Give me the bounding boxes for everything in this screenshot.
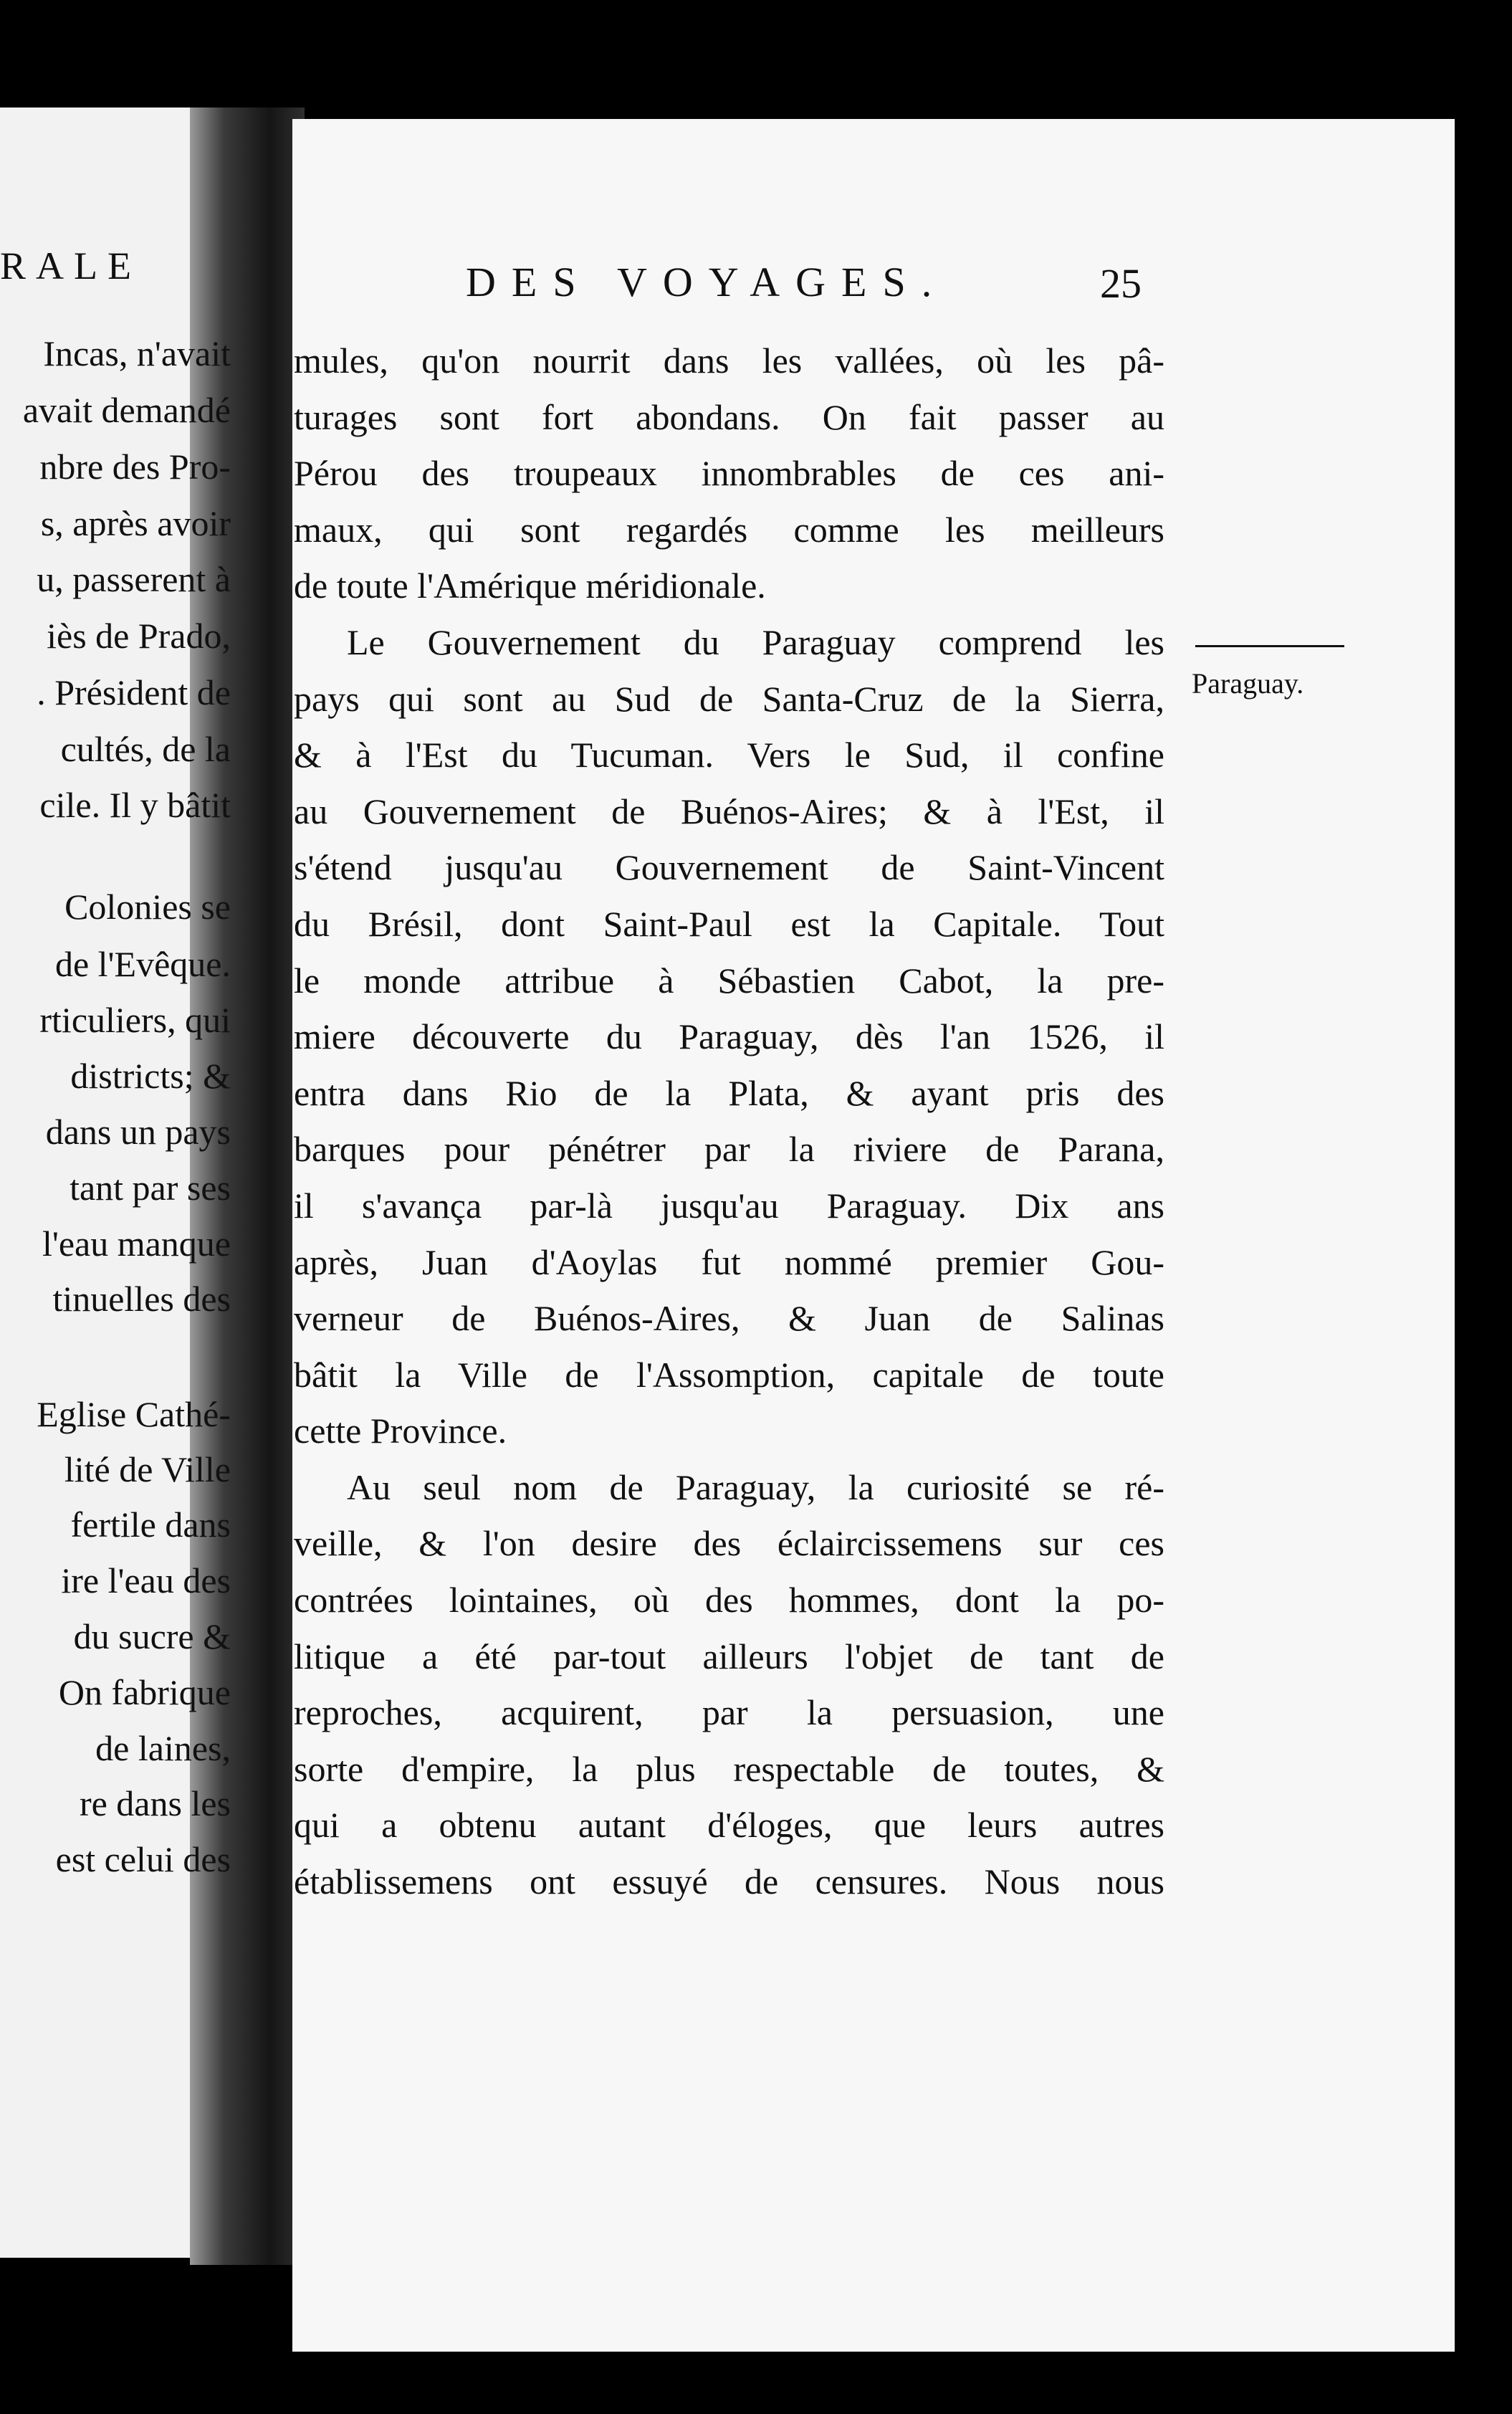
text-line: verneur de Buénos-Aires, & Juan de Salinas: [294, 1298, 1164, 1339]
left-page-line: du sucre &: [73, 1616, 231, 1656]
left-page-line: rticuliers, qui: [39, 1000, 231, 1040]
text-line: contrées lointaines, où des hommes, dont la po-: [294, 1580, 1164, 1621]
left-page-line: districts; &: [70, 1056, 231, 1096]
text-line: Au seul nom de Paraguay, la curiosité se ré-: [347, 1466, 1164, 1507]
left-page-line: Incas, n'avait: [43, 333, 231, 373]
left-page-line: Eglise Cathé-: [37, 1394, 231, 1434]
left-page-line: dans un pays: [45, 1112, 231, 1152]
left-page-line: nbre des Pro-: [39, 447, 231, 487]
text-line: qui a obtenu autant d'éloges, que leurs autres: [294, 1805, 1164, 1846]
page-number: 25: [1100, 260, 1142, 307]
left-page-line: On fabrique: [58, 1672, 231, 1712]
text-line: de toute l'Amérique méridionale.: [294, 566, 766, 606]
text-line: sorte d'empire, la plus respectable de toutes, &: [294, 1748, 1164, 1789]
left-page-header: RALE: [0, 244, 141, 287]
text-line: s'étend jusqu'au Gouvernement de Saint-Vincent: [294, 847, 1164, 888]
left-page-line: . Président de: [37, 672, 231, 712]
left-page-line: tinuelles des: [52, 1279, 231, 1319]
left-page-line: l'eau manque: [42, 1223, 231, 1264]
text-line: établissemens ont essuyé de censures. Nous nous: [294, 1861, 1164, 1902]
text-line: pays qui sont au Sud de Santa-Cruz de la Sierra,: [294, 678, 1164, 719]
text-line: & à l'Est du Tucuman. Vers le Sud, il confine: [294, 735, 1164, 776]
left-page-line: cultés, de la: [60, 729, 231, 769]
left-page-line: de laines,: [95, 1728, 231, 1768]
left-page-line: u, passerent à: [37, 559, 231, 599]
left-page-line: fertile dans: [70, 1504, 231, 1545]
running-head: DES VOYAGES.: [466, 259, 948, 305]
left-page-line: ire l'eau des: [61, 1560, 231, 1600]
text-line: du Brésil, dont Saint-Paul est la Capitale. Tout: [294, 903, 1164, 944]
text-line: turages sont fort abondans. On fait passer au: [294, 396, 1164, 437]
text-line: reproches, acquirent, par la persuasion, une: [294, 1692, 1164, 1733]
left-page-line: lité de Ville: [64, 1449, 231, 1489]
text-line: cette Province.: [294, 1411, 507, 1451]
text-line: maux, qui sont regardés comme les meilleurs: [294, 509, 1164, 550]
left-page-line: est celui des: [55, 1839, 231, 1879]
margin-note: Paraguay.: [1192, 667, 1304, 700]
text-line: Le Gouvernement du Paraguay comprend les: [347, 621, 1164, 662]
left-page-line: iès de Prado,: [47, 616, 231, 656]
body-text: [294, 333, 1164, 1910]
text-line: litique a été par-tout ailleurs l'objet de tant de: [294, 1636, 1164, 1676]
margin-rule: [1195, 645, 1344, 647]
text-line: miere découverte du Paraguay, dès l'an 1526, il: [294, 1016, 1164, 1057]
text-line: il s'avança par-là jusqu'au Paraguay. Dix ans: [294, 1185, 1164, 1226]
text-line: le monde attribue à Sébastien Cabot, la pre-: [294, 960, 1164, 1001]
left-page-line: avait demandé: [22, 390, 231, 430]
left-page-line: re dans les: [79, 1783, 231, 1823]
left-page-line: cile. Il y bâtit: [39, 785, 231, 825]
text-line: veille, & l'on desire des éclaircissemens sur ces: [294, 1523, 1164, 1564]
left-page-line: Colonies se: [64, 887, 231, 927]
text-line: bâtit la Ville de l'Assomption, capitale de toute: [294, 1354, 1164, 1395]
text-line: après, Juan d'Aoylas fut nommé premier Gou-: [294, 1241, 1164, 1282]
text-line: au Gouvernement de Buénos-Aires; & à l'Est, il: [294, 791, 1164, 831]
text-line: mules, qu'on nourrit dans les vallées, où les pâ-: [294, 340, 1164, 381]
text-line: Pérou des troupeaux innombrables de ces ani-: [294, 453, 1164, 494]
text-line: entra dans Rio de la Plata, & ayant pris des: [294, 1072, 1164, 1113]
text-line: barques pour pénétrer par la riviere de Parana,: [294, 1129, 1164, 1170]
left-page-line: de l'Evêque.: [54, 944, 231, 984]
left-page-line: s, après avoir: [40, 503, 231, 543]
left-page-line: tant par ses: [70, 1168, 231, 1208]
